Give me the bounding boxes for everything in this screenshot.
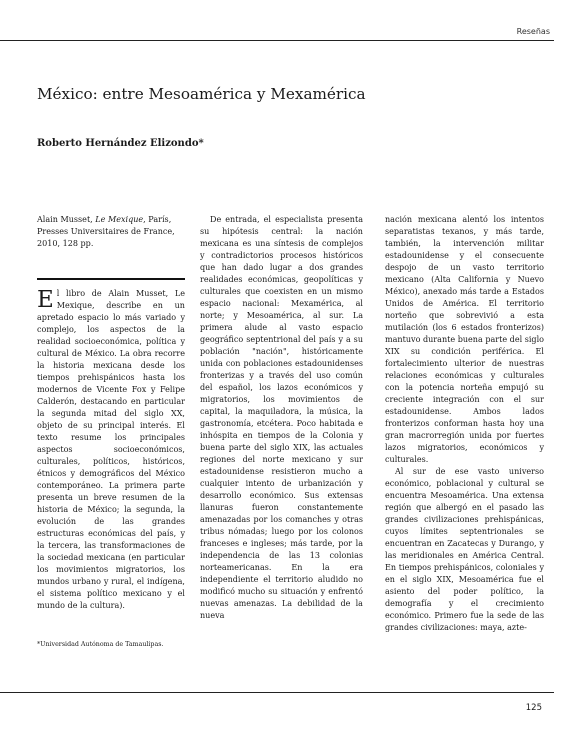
section-divider [37, 278, 185, 280]
article-title: México: entre Mesoamérica y Mexamérica [37, 85, 366, 103]
body-paragraph: De entrada, el especialista presenta su hipótesis central: la nación mexicana es una síntesis de complejos y contradictorios procesos históricos que han dado lugar a dos grandes realidades económicas, geopolíticas y culturales que coexisten en un mismo espacio nacional: Mexamérica, al norte; y Mesoamérica, al sur. La primera alude al vasto espacio geográfico septentrional del país y a su población "nación", históricamente unida con poblaciones estadounidenses fronterizas y a través del uso común del español, los lazos económicos y migratorios, los movimientos de capital, la maquiladora, la música, la gastronomía, etcétera. Poco habitada e inhóspita en tiempos de la Colonia y buena parte del siglo XIX, las actuales regiones del norte mexicano y sur estadounidense resistieron mucho a cualquier intento de urbanización y desarrollo económico. Sus extensas llanuras fueron constantemente amenazadas por los comanches y otras tribus nómadas; luego por los colonos franceses e ingleses; más tarde, por la independencia de las 13 colonias norteamericanas. En la era independiente el territorio aludido no modificó mucho su situación y enfrentó nuevas amenazas. La debilidad de la nueva [200, 215, 363, 620]
body-paragraph [37, 288, 185, 612]
footer-rule [0, 692, 554, 693]
page-number: 125 [525, 703, 542, 713]
body-paragraph: nación mexicana alentó los intentos separatistas texanos, y más tarde, también, la intervención militar estadounidense y el consecuente despojo de un vasto territorio mexicano (Alta California y Nuevo México), anexado más tarde a Estados Unidos de América. El territorio norteño que sobrevivió a esta mutilación (los 6 estados fronterizos) mantuvo durante buena parte del siglo XIX su condición periférica. El fortalecimiento ulterior de nuestras relaciones económicas y culturales con la potencia norteña empujó su creciente integración con el sur estadounidense. Ambos lados fronterizos conforman hasta hoy una gran macrorregión unida por fuertes lazos migratorios, económicos y culturales. [385, 215, 544, 464]
footnote: *Universidad Autónoma de Tamaulipas. [37, 641, 164, 648]
column-3 [385, 214, 544, 634]
column-2 [200, 214, 363, 622]
body-paragraph: Al sur de ese vasto universo económico, poblacional y cultural se encuentra Mesoamérica. Una extensa región que albergó en el pasado las grandes civilizaciones prehispánicas, cuyos límites septentrionales se encuentran en Zacatecas y Durango, y las meridionales en América Central. En tiempos prehispánicos, coloniales y en el siglo XIX, Mesoamérica fue el asiento del poder político, la demografía y el crecimiento económico. Primero fue la sede de las grandes civilizaciones: maya, azte- [385, 467, 544, 632]
reference-author: Alain Musset, [37, 215, 93, 224]
header-tab [554, 30, 582, 40]
header-rule [0, 40, 554, 41]
drop-cap: E [37, 287, 54, 313]
article-author: Roberto Hernández Elizondo* [37, 138, 204, 149]
paragraph-text: l libro de Alain Musset, Le Mexique, describe en un apretado espacio lo más variado y complejo, los aspectos de la realidad socioeconómica, política y cultural de México. La obra recorre la historia mexicana desde los tiempos prehispánicos hasta los modernos de Vicente Fox y Felipe Calderón, destacando en particular la segunda mitad del siglo XX, objeto de su principal interés. El texto resume los principales aspectos socioeconómicos, culturales, políticos, históricos, étnicos y demográficos del México contemporáneo. La primera parte presenta un breve resumen de la historia de México; la segunda, la evolución de las grandes estructuras económicas del país, y la tercera, las transformaciones de la sociedad mexicana (en particular los movimientos migratorios, los mundos urbano y rural, el indígena, el sistema político mexicano y el mundo de la cultura). [37, 289, 185, 610]
section-label: Reseñas [516, 27, 550, 36]
reference-details: , París, Presses Universitaires de France, 2010, 128 pp. [37, 215, 175, 248]
book-reference [37, 214, 185, 250]
column-1 [37, 214, 185, 612]
reference-book-title: Le Mexique [95, 215, 144, 224]
